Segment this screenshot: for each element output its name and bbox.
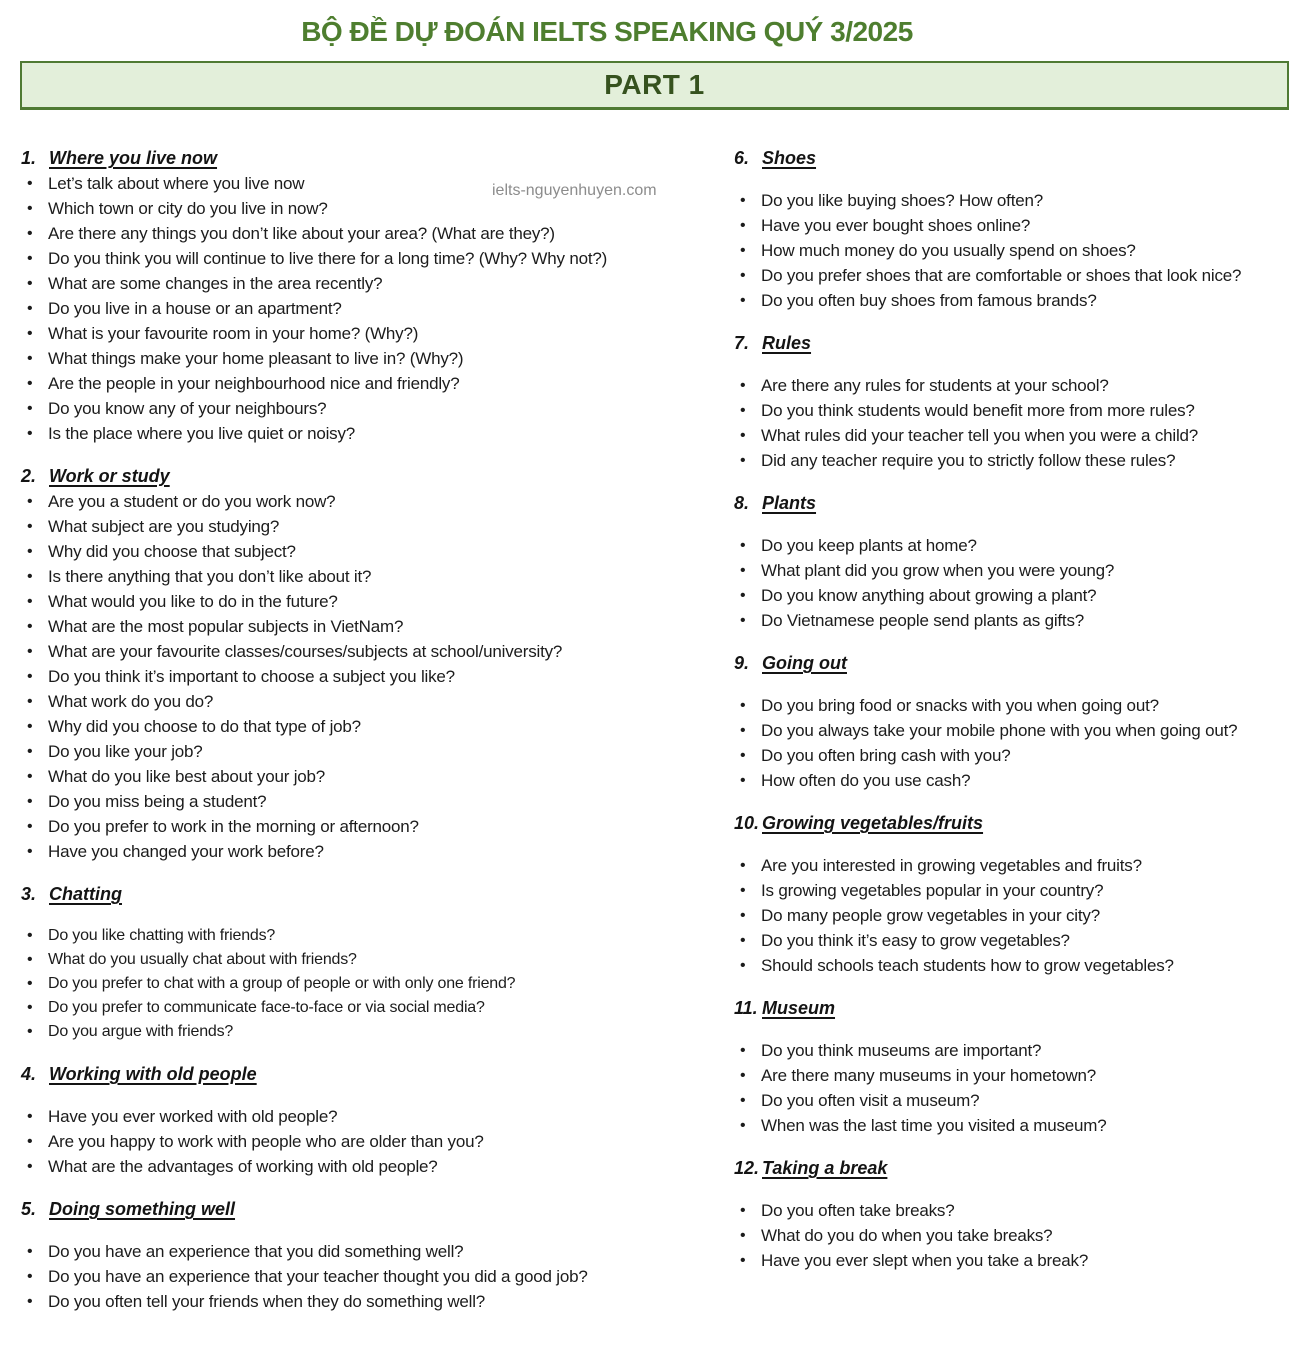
question-item: • How much money do you usually spend on shoes? bbox=[733, 238, 1293, 263]
question-item: • Are you a student or do you work now? bbox=[20, 489, 672, 514]
question-item: • What do you do when you take breaks? bbox=[733, 1223, 1293, 1248]
question-item: • What rules did your teacher tell you when you were a child? bbox=[733, 423, 1293, 448]
topic-title: Working with old people bbox=[49, 1064, 257, 1084]
question-item: • Let’s talk about where you live now bbox=[20, 171, 672, 196]
topic-number: 10. bbox=[734, 813, 760, 833]
question-columns bbox=[0, 146, 1309, 1314]
question-item: • Have you ever bought shoes online? bbox=[733, 213, 1293, 238]
question-list bbox=[20, 924, 672, 1044]
question-item: • What are the advantages of working with old people? bbox=[20, 1154, 672, 1179]
question-item: • What are the most popular subjects in VietNam? bbox=[20, 614, 672, 639]
question-item: • Are you happy to work with people who are older than you? bbox=[20, 1129, 672, 1154]
topic-section bbox=[20, 146, 672, 446]
topic-section bbox=[733, 491, 1293, 633]
topic-section bbox=[20, 464, 672, 864]
topic-section bbox=[733, 996, 1293, 1138]
topic-section bbox=[20, 1062, 672, 1179]
topic-number: 6. bbox=[734, 148, 750, 168]
topic-title: Shoes bbox=[762, 148, 817, 168]
topic-title: Chatting bbox=[49, 884, 122, 904]
question-item: • Do you prefer to work in the morning or afternoon? bbox=[20, 814, 672, 839]
question-item: • Do you often visit a museum? bbox=[733, 1088, 1293, 1113]
question-item: • Do you think you will continue to live there for a long time? (Why? Why not?) bbox=[20, 246, 672, 271]
part-banner-label: PART 1 bbox=[604, 69, 705, 100]
question-list bbox=[20, 1104, 672, 1179]
question-list bbox=[733, 373, 1293, 473]
question-item: • Do Vietnamese people send plants as gifts? bbox=[733, 608, 1293, 633]
topic-number: 5. bbox=[21, 1199, 37, 1219]
topic-number: 8. bbox=[734, 493, 750, 513]
topic-heading bbox=[20, 1197, 672, 1222]
question-item: • Do you argue with friends? bbox=[20, 1020, 672, 1044]
question-item: • Do you miss being a student? bbox=[20, 789, 672, 814]
question-list bbox=[20, 1239, 672, 1314]
question-item: • Are the people in your neighbourhood nice and friendly? bbox=[20, 371, 672, 396]
question-item: • Do you prefer to chat with a group of people or with only one friend? bbox=[20, 972, 672, 996]
question-item: • Have you ever slept when you take a break? bbox=[733, 1248, 1293, 1273]
question-item: • Do you live in a house or an apartment? bbox=[20, 296, 672, 321]
question-item: • Do you often take breaks? bbox=[733, 1198, 1293, 1223]
question-item: • Do you often tell your friends when they do something well? bbox=[20, 1289, 672, 1314]
question-list bbox=[733, 1198, 1293, 1273]
topic-number: 3. bbox=[21, 884, 37, 904]
question-item: • Do you think students would benefit more from more rules? bbox=[733, 398, 1293, 423]
topic-heading bbox=[20, 1062, 672, 1087]
topic-section bbox=[20, 882, 672, 1044]
topic-section bbox=[733, 1156, 1293, 1273]
question-item: • Do you have an experience that your teacher thought you did a good job? bbox=[20, 1264, 672, 1289]
topic-heading bbox=[733, 491, 1293, 516]
topic-heading bbox=[20, 882, 672, 907]
question-item: • What do you like best about your job? bbox=[20, 764, 672, 789]
topic-heading bbox=[20, 464, 672, 489]
topic-section bbox=[733, 651, 1293, 793]
question-item: • Do you like your job? bbox=[20, 739, 672, 764]
question-item: • How often do you use cash? bbox=[733, 768, 1293, 793]
question-item: • What are your favourite classes/courses/subjects at school/university? bbox=[20, 639, 672, 664]
question-item: • Do many people grow vegetables in your city? bbox=[733, 903, 1293, 928]
topic-title: Where you live now bbox=[49, 148, 218, 168]
question-item: • What is your favourite room in your home? (Why?) bbox=[20, 321, 672, 346]
question-item: • Do you often bring cash with you? bbox=[733, 743, 1293, 768]
question-item: • What would you like to do in the future? bbox=[20, 589, 672, 614]
question-item: • What are some changes in the area recently? bbox=[20, 271, 672, 296]
topic-title: Museum bbox=[762, 998, 836, 1018]
topic-heading bbox=[20, 146, 672, 171]
question-item: • Do you prefer shoes that are comfortable or shoes that look nice? bbox=[733, 263, 1293, 288]
question-item: • Why did you choose that subject? bbox=[20, 539, 672, 564]
question-item: • Is the place where you live quiet or noisy? bbox=[20, 421, 672, 446]
question-item: • Are there any things you don’t like about your area? (What are they?) bbox=[20, 221, 672, 246]
question-item: • Do you have an experience that you did something well? bbox=[20, 1239, 672, 1264]
topic-heading bbox=[733, 1156, 1293, 1181]
question-list bbox=[733, 533, 1293, 633]
question-item: • Do you bring food or snacks with you when going out? bbox=[733, 693, 1293, 718]
question-list bbox=[733, 693, 1293, 793]
topic-number: 12. bbox=[734, 1158, 760, 1178]
question-item: • Do you often buy shoes from famous brands? bbox=[733, 288, 1293, 313]
part-banner bbox=[20, 61, 1289, 110]
question-list bbox=[733, 1038, 1293, 1138]
topic-title: Taking a break bbox=[762, 1158, 888, 1178]
question-item: • Do you keep plants at home? bbox=[733, 533, 1293, 558]
question-item: • What subject are you studying? bbox=[20, 514, 672, 539]
topic-number: 11. bbox=[734, 998, 758, 1018]
question-item: • When was the last time you visited a museum? bbox=[733, 1113, 1293, 1138]
question-item: • Are there many museums in your hometown? bbox=[733, 1063, 1293, 1088]
topic-number: 1. bbox=[21, 148, 37, 168]
topic-section bbox=[733, 811, 1293, 978]
topic-section bbox=[733, 331, 1293, 473]
question-item: • Are there any rules for students at your school? bbox=[733, 373, 1293, 398]
question-item: • Why did you choose to do that type of job? bbox=[20, 714, 672, 739]
topic-title: Doing something well bbox=[49, 1199, 236, 1219]
question-item: • Are you interested in growing vegetables and fruits? bbox=[733, 853, 1293, 878]
question-item: • What things make your home pleasant to live in? (Why?) bbox=[20, 346, 672, 371]
question-item: • What plant did you grow when you were young? bbox=[733, 558, 1293, 583]
topic-number: 4. bbox=[21, 1064, 37, 1084]
topic-section bbox=[20, 1197, 672, 1314]
question-item: • Have you ever worked with old people? bbox=[20, 1104, 672, 1129]
right-column bbox=[733, 146, 1293, 1314]
question-item: • Which town or city do you live in now? bbox=[20, 196, 672, 221]
question-list bbox=[20, 171, 672, 446]
topic-title: Rules bbox=[762, 333, 812, 353]
topic-heading bbox=[733, 331, 1293, 356]
watermark-text: ielts-nguyenhuyen.com bbox=[492, 182, 657, 199]
question-item: • Is growing vegetables popular in your country? bbox=[733, 878, 1293, 903]
page-title: BỘ ĐỀ DỰ ĐOÁN IELTS SPEAKING QUÝ 3/2025 bbox=[301, 16, 913, 47]
question-item: • Should schools teach students how to grow vegetables? bbox=[733, 953, 1293, 978]
question-item: • Have you changed your work before? bbox=[20, 839, 672, 864]
topic-number: 7. bbox=[734, 333, 750, 353]
topic-heading bbox=[733, 811, 1293, 836]
question-item: • Do you think it’s important to choose a subject you like? bbox=[20, 664, 672, 689]
topic-heading bbox=[733, 996, 1293, 1021]
question-item: • Do you know anything about growing a plant? bbox=[733, 583, 1293, 608]
question-item: • Did any teacher require you to strictly follow these rules? bbox=[733, 448, 1293, 473]
question-item: • Is there anything that you don’t like about it? bbox=[20, 564, 672, 589]
left-column bbox=[20, 146, 672, 1314]
question-item: • What do you usually chat about with friends? bbox=[20, 948, 672, 972]
topic-title: Plants bbox=[762, 493, 817, 513]
question-item: • Do you know any of your neighbours? bbox=[20, 396, 672, 421]
topic-number: 9. bbox=[734, 653, 750, 673]
question-list bbox=[20, 489, 672, 864]
topic-title: Going out bbox=[762, 653, 847, 673]
topic-number: 2. bbox=[21, 466, 37, 486]
question-item: • Do you like chatting with friends? bbox=[20, 924, 672, 948]
question-item: • Do you prefer to communicate face-to-face or via social media? bbox=[20, 996, 672, 1020]
question-item: • What work do you do? bbox=[20, 689, 672, 714]
topic-heading bbox=[733, 146, 1293, 171]
question-item: • Do you think it’s easy to grow vegetables? bbox=[733, 928, 1293, 953]
question-list bbox=[733, 853, 1293, 978]
topic-heading bbox=[733, 651, 1293, 676]
question-item: • Do you think museums are important? bbox=[733, 1038, 1293, 1063]
topic-title: Growing vegetables/fruits bbox=[762, 813, 984, 833]
question-item: • Do you always take your mobile phone with you when going out? bbox=[733, 718, 1293, 743]
topic-title: Work or study bbox=[49, 466, 170, 486]
topic-section bbox=[733, 146, 1293, 313]
question-item: • Do you like buying shoes? How often? bbox=[733, 188, 1293, 213]
question-list bbox=[733, 188, 1293, 313]
